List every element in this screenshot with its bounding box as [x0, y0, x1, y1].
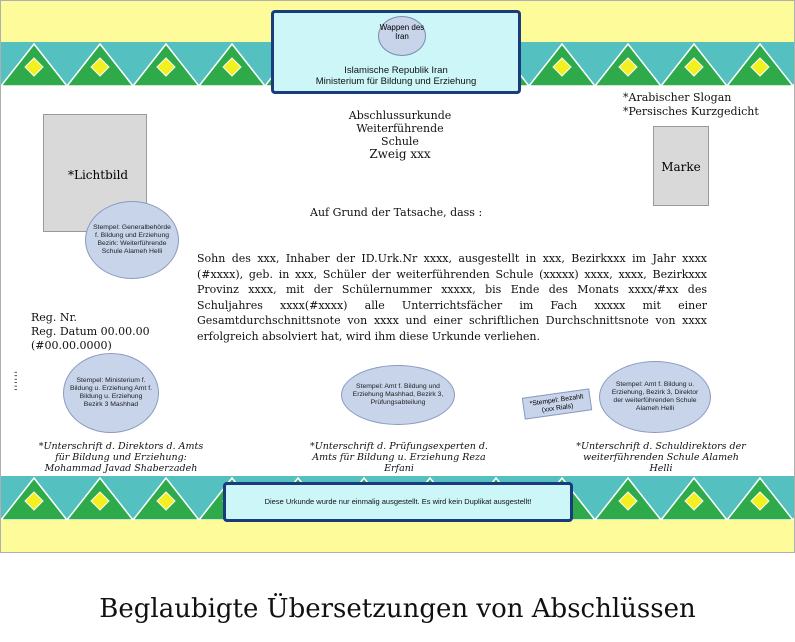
header-republic: Islamische Republik Iran: [344, 65, 448, 76]
stamp-school-authority: Stempel: Generalbehörde f. Bildung und Erziehung Bezirk: Weiterführende Schule Alameh Helli: [85, 201, 179, 279]
page-caption: Beglaubigte Übersetzungen von Abschlüssen: [99, 594, 696, 624]
side-margin-marks: '''''': [7, 371, 17, 392]
photo-placeholder: *Lichtbild: [43, 114, 147, 232]
footer-notice-box: Diese Urkunde wurde nur einmalig ausgestellt. Es wird kein Duplikat ausgestellt!: [223, 482, 573, 522]
fee-paid-stamp: *Stempel: Bezahlt (xxx Rials): [522, 388, 592, 419]
signature-exam-expert: *Unterschrift d. Prüfungsexperten d. Amts für Bildung u. Erziehung Reza Erfani: [310, 441, 488, 474]
revenue-stamp-placeholder: Marke: [653, 126, 709, 206]
registration-block: [31, 311, 150, 353]
signature-school-principal: *Unterschrift d. Schuldirektors der weiterführenden Schule Alameh Helli: [576, 441, 746, 474]
coat-of-arms-placeholder: Wappen des Iran: [378, 16, 426, 56]
arabic-slogan-note: *Arabischer Slogan: [623, 91, 732, 104]
stamp-school-director: Stempel: Amt f. Bildung u. Erziehung, Bezirk 3, Direktor der weiterführenden Schule Alameh Helli: [599, 361, 711, 433]
persian-poem-note: *Persisches Kurzgedicht: [623, 105, 759, 118]
title-line-2: Weiterführende Schule: [356, 122, 444, 148]
registration-date: Reg. Datum 00.00.00: [31, 325, 150, 338]
intro-line: Auf Grund der Tatsache, dass :: [310, 206, 483, 219]
certificate-body-text: Sohn des xxx, Inhaber der ID.Urk.Nr xxxx, ausgestellt in xxx, Bezirkxxx im Jahr xxxx (#xxxx), geb. in xxx, Schüler der weiterführenden Schule (xxxxx) xxxx, xxxx, Bezirkxxx Provinz xxxx, mit der Schülernummer xxxxx, bis Ende des Monats xxxx/#xx des Schuljahres xxxx(#xxxx) alle Unterrichtsfächer im Fach xxxxx mit einer Gesamtdurchschnittsnote von xxxx und einer schriftlichen Durchschnittsnote von xxxx erfolgreich absolviert hat, wird ihm diese Urkunde verliehen.: [197, 252, 707, 343]
signature-office-director: *Unterschrift d. Direktors d. Amts für Bildung und Erziehung: Mohammad Javad Shaberzadeh: [38, 441, 204, 474]
stamp-exam-department: Stempel: Amt f. Bildung und Erziehung Mashhad, Bezirk 3, Prüfungsabteilung: [341, 365, 455, 425]
registration-date-persian: (#00.00.0000): [31, 339, 112, 352]
document-title: [341, 109, 459, 161]
right-notes: [623, 91, 759, 119]
header-emblem-box: [271, 10, 521, 94]
title-line-3: Zweig xxx: [369, 147, 431, 161]
title-line-1: Abschlussurkunde: [348, 109, 452, 122]
stamp-ministry-mashhad: Stempel: Ministerium f. Bildung u. Erziehung Amt f. Bildung u. Erziehung Bezirk 3 Mashhad: [63, 353, 159, 433]
header-ministry: Ministerium für Bildung und Erziehung: [315, 76, 477, 87]
registration-number: Reg. Nr.: [31, 311, 77, 324]
